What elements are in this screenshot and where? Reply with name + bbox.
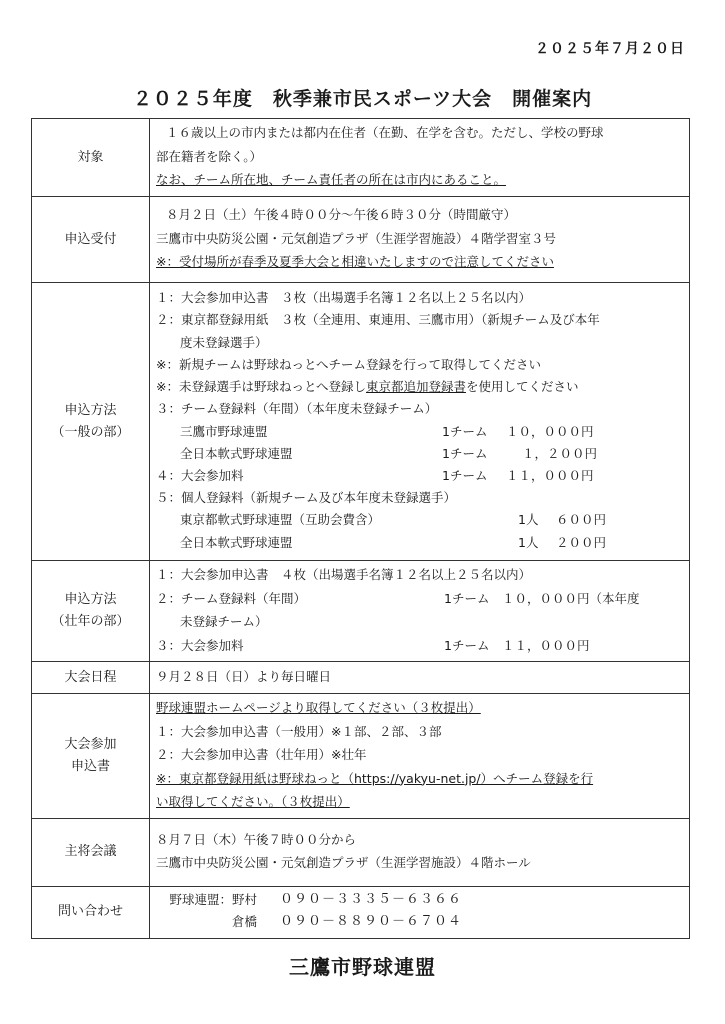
general-note-2-post: を使用してください xyxy=(466,379,579,395)
fee-tokyo-name: 東京都軟式野球連盟（互助会費含） xyxy=(180,512,381,528)
senior-item-2-name: ２：チーム登録料（年間） xyxy=(156,590,307,606)
fee-row-zennihon xyxy=(156,443,683,465)
document-title: ２０２５年度 秋季兼市民スポーツ大会 開催案内 xyxy=(132,88,593,110)
label-method-senior-line-2: （壮年の部） xyxy=(51,614,130,629)
label-reception-text: 申込受付 xyxy=(64,231,117,247)
application-line-5: い取得してください。（３枚提出） xyxy=(156,794,350,809)
label-reception xyxy=(32,197,150,283)
senior-item-3-right: 1チーム １１，０００円 xyxy=(444,637,590,653)
fee-zennihon-unit: 1チーム xyxy=(442,445,488,461)
senior-item-2 xyxy=(156,587,683,611)
content-schedule xyxy=(150,662,690,694)
fee-row-zennihon-personal xyxy=(156,532,683,554)
content-target xyxy=(150,119,690,197)
content-method-senior xyxy=(150,561,690,662)
label-application-form-line-2: 申込書 xyxy=(70,758,110,774)
application-line-1: 野球連盟ホームページより取得してください（３枚提出） xyxy=(156,700,481,715)
general-item-4-unit: 1チーム xyxy=(442,467,488,483)
target-line-1: １６歳以上の市内または都内在住者（在勤、在学を含む。ただし、学校の野球 xyxy=(166,125,604,141)
general-note-1: ※：新規チームは野球ねっとへチーム登録を行って取得してください xyxy=(156,356,541,372)
fee-row-mitaka xyxy=(156,421,683,443)
general-note-2-pre: ※：未登録選手は野球ねっとへ登録し xyxy=(156,379,366,395)
row-reception xyxy=(32,197,690,283)
row-target xyxy=(32,119,690,197)
general-item-2a: ２：東京都登録用紙 ３枚（全連用、東連用、三鷹市用）（新規チーム及び本年 xyxy=(156,312,600,328)
fee-row-tokyo xyxy=(156,509,683,531)
fee-zennihon-personal-unit: 1人 xyxy=(518,534,539,550)
target-line-2: 部在籍者を除く。） xyxy=(156,148,263,164)
label-captains-meeting-text: 主将会議 xyxy=(64,844,117,859)
fee-mitaka-name: 三鷹市野球連盟 xyxy=(180,423,268,439)
row-method-senior xyxy=(32,561,690,662)
senior-item-2-right: 1チーム １０，０００円（本年度 xyxy=(444,590,640,606)
application-line-4: ※：東京都登録用紙は野球ねっと（https://yakyu-net.jp/）へチーム登録を行 xyxy=(156,770,594,786)
row-application-form xyxy=(32,694,690,819)
fee-zennihon-name: 全日本軟式野球連盟 xyxy=(180,445,293,461)
application-line-3: ２：大会参加申込書（壮年用）※壮年 xyxy=(156,747,367,762)
senior-item-2b: 未登録チーム） xyxy=(180,614,268,629)
label-contact-text: 問い合わせ xyxy=(57,904,123,919)
label-method-general xyxy=(32,283,150,561)
contact-phone-1: ０９０－３３３５－６３６６ xyxy=(280,892,463,907)
fee-row-entry xyxy=(156,465,683,487)
row-contact xyxy=(32,886,690,938)
general-item-5: ５：個人登録料（新規チーム及び本年度未登録選手） xyxy=(156,490,457,506)
reception-line-2: 三鷹市中央防災公園・元気創造プラザ（生涯学習施設）４階学習室３号 xyxy=(156,230,557,246)
fee-zennihon-amount: １，２００円 xyxy=(522,445,598,461)
general-item-2b: 度未登録選手） xyxy=(180,334,268,350)
fee-tokyo-unit: 1人 xyxy=(518,512,539,528)
general-item-1: １：大会参加申込書 ３枚（出場選手名簿１２名以上２５名以内） xyxy=(156,290,532,306)
application-line-2: １：大会参加申込書（一般用）※１部、２部、３部 xyxy=(156,723,442,739)
target-line-3: なお、チーム所在地、チーム責任者の所在は市内にあること。 xyxy=(156,172,507,188)
info-table xyxy=(31,118,690,939)
fee-mitaka-unit: 1チーム xyxy=(442,423,488,439)
fee-mitaka-amount: １０，０００円 xyxy=(506,423,594,439)
schedule-text: ９月２８日（日）より毎日曜日 xyxy=(156,668,332,684)
fee-tokyo-amount: ６００円 xyxy=(556,512,607,528)
contact-org: 野球連盟： xyxy=(169,892,232,907)
fee-zennihon-personal-name: 全日本軟式野球連盟 xyxy=(180,534,293,550)
label-method-senior xyxy=(32,561,150,662)
contact-row-1 xyxy=(156,889,683,911)
reception-line-1: ８月２日（土）午後４時００分～午後６時３０分（時間厳守） xyxy=(166,207,517,223)
label-target xyxy=(32,119,150,197)
label-contact xyxy=(32,886,150,938)
general-item-4-amount: １１，０００円 xyxy=(506,467,594,483)
contact-person-2: 倉橋 xyxy=(232,914,258,929)
contact-phone-2: ０９０－８８９０－６７０４ xyxy=(280,914,463,929)
content-method-general xyxy=(150,283,690,561)
content-captains-meeting xyxy=(150,818,690,886)
label-target-text: 対象 xyxy=(77,149,104,165)
content-contact xyxy=(150,886,690,938)
label-schedule-text: 大会日程 xyxy=(64,669,117,685)
footer-org-name: 三鷹市野球連盟 xyxy=(289,955,436,979)
content-application-form xyxy=(150,694,690,819)
label-captains-meeting xyxy=(32,818,150,886)
reception-note: ※：受付場所が春季及夏季大会と相違いたしますので注意してください xyxy=(156,254,554,270)
contact-person-1: 野村 xyxy=(232,892,258,907)
general-item-4: ４：大会参加料 xyxy=(156,467,244,483)
label-application-form xyxy=(32,694,150,819)
general-note-2-link: 東京都追加登録書 xyxy=(365,379,466,395)
contact-org-spacer xyxy=(156,911,232,933)
senior-item-1: １：大会参加申込書 ４枚（出場選手名簿１２名以上２５名以内） xyxy=(156,567,532,582)
general-note-2 xyxy=(156,376,683,398)
label-method-general-line-2: （一般の部） xyxy=(51,424,130,440)
meeting-line-2: 三鷹市中央防災公園・元気創造プラザ（生涯学習施設）４階ホール xyxy=(156,855,531,870)
document-date: ２０２５年７月２０日 xyxy=(535,41,685,57)
content-reception xyxy=(150,197,690,283)
senior-item-3-name: ３：大会参加料 xyxy=(156,637,244,653)
senior-item-3 xyxy=(156,634,683,658)
general-item-3: ３：チーム登録料（年間）（本年度未登録チーム） xyxy=(156,401,438,417)
row-captains-meeting xyxy=(32,818,690,886)
label-method-general-line-1: 申込方法 xyxy=(64,402,117,418)
label-method-senior-line-1: 申込方法 xyxy=(64,592,117,607)
row-schedule xyxy=(32,662,690,694)
row-method-general xyxy=(32,283,690,561)
meeting-line-1: ８月７日（木）午後７時００分から xyxy=(156,831,357,847)
label-schedule xyxy=(32,662,150,694)
label-application-form-line-1: 大会参加 xyxy=(64,736,117,752)
fee-zennihon-personal-amount: ２００円 xyxy=(556,534,607,550)
contact-row-2 xyxy=(156,911,683,933)
